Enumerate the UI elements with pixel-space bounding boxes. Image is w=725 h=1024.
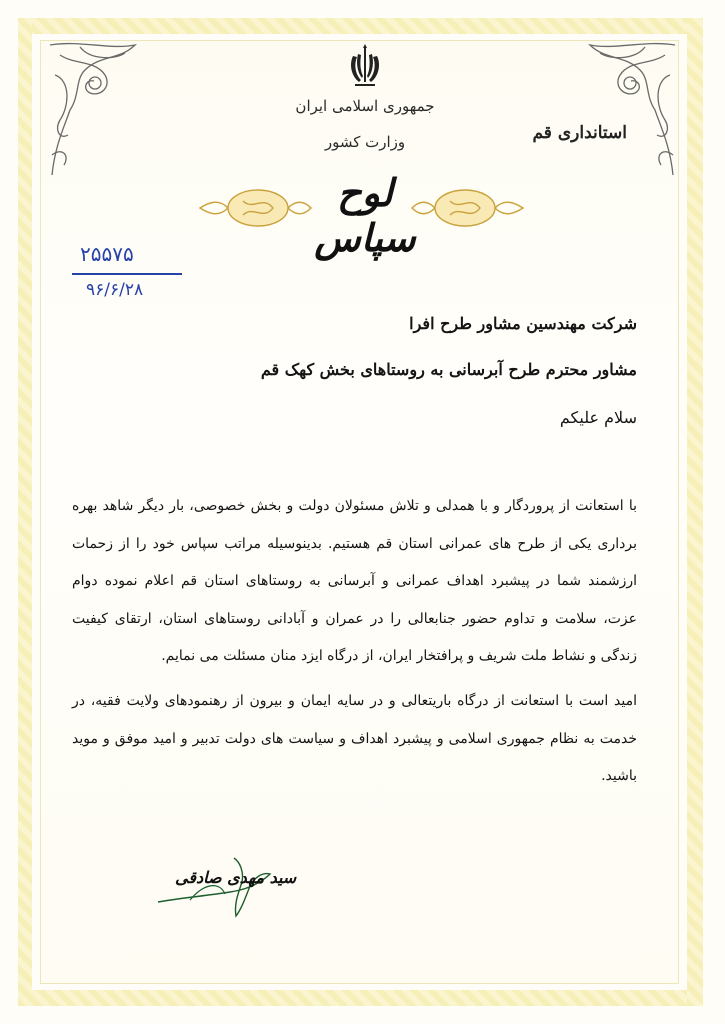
- ministry-name: وزارت کشور: [324, 133, 406, 151]
- border-bottom: [18, 990, 703, 1006]
- handwritten-signature: [150, 852, 280, 922]
- addressee-company: شرکت مهندسین مشاور طرح افرا: [409, 314, 637, 333]
- certificate-title: لوح سپاس: [314, 170, 416, 260]
- reference-number: ۲۵۵۷۵: [80, 242, 134, 266]
- gold-ornament-left: [198, 183, 313, 233]
- signatory-name: سید مهدی صادقی: [175, 868, 297, 887]
- issuing-office: استانداری قم: [532, 123, 627, 143]
- body-paragraph-2: امید است با استعانت از درگاه باریتعالی و در سایه ایمان و بیرون از رهنمودهای ولایت فقیه، در خدمت به نظام جمهوری اسلامی و پیشبرد اهداف و سیاست های دولت تدبیر و امید موفق و موید باشید.: [72, 693, 637, 784]
- country-name: جمهوری اسلامی ایران: [295, 97, 435, 115]
- border-right: [687, 18, 703, 1006]
- addressee-role: مشاور محترم طرح آبرسانی به روستاهای بخش کهک قم: [260, 360, 637, 379]
- reference-divider: [72, 273, 182, 275]
- corner-ornament-left: [40, 35, 160, 185]
- body-paragraph-1: با استعانت از پروردگار و با همدلی و تلاش مسئولان دولت و بخش خصوصی، بار دیگر شاهد بهره برداری یکی از طرح های عمرانی استان قم هستیم. بدینوسیله مراتب سپاس خود را از زحمات ارزشمند شما در پیشبرد اهداف عمرانی و آبرسانی به روستاهای استان قم اعلام نموده دوام عزت، سلامت و تداوم حضور جنابعالی را در عمران و آبادانی روستاهای استان، ارتقای کیفیت زندگی و نشاط ملت شریف و پرافتخار ایران، از درگاه ایزد منان مسئلت می نمایم.: [72, 498, 637, 664]
- border-left: [18, 18, 32, 1006]
- border-top: [18, 18, 703, 34]
- reference-date: ۹۶/۶/۲۸: [86, 280, 144, 300]
- corner-ornament-right: [565, 35, 685, 185]
- iran-emblem-icon: [345, 42, 385, 88]
- greeting: سلام علیکم: [559, 408, 637, 427]
